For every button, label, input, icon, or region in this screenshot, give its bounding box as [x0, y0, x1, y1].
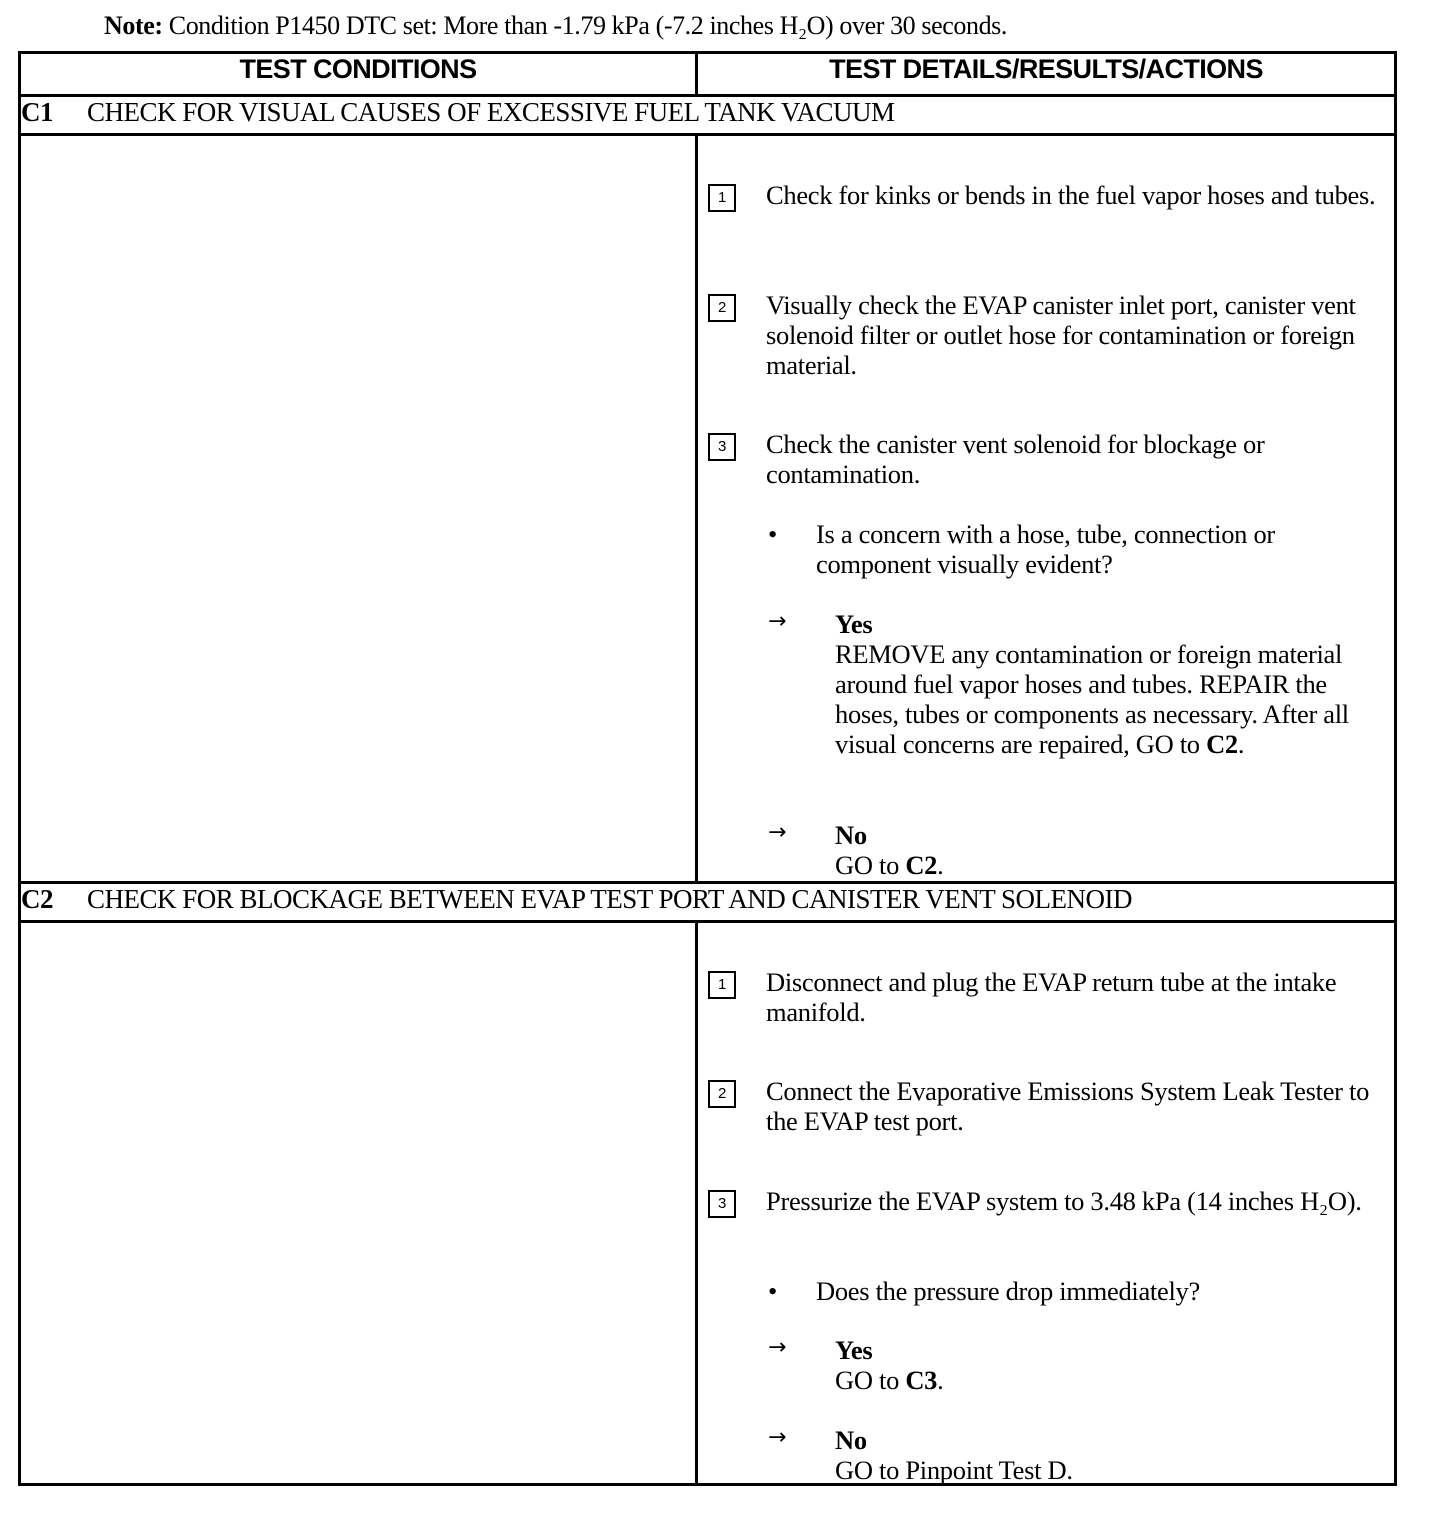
- goto-target: C2: [1206, 729, 1238, 759]
- step-number-box: 3: [708, 1190, 736, 1218]
- step-c1-title-row: [20, 96, 1396, 135]
- goto-target: C3: [905, 1365, 938, 1395]
- question-text: Does the pressure drop immediately?: [816, 1276, 1200, 1306]
- step-item-text: Pressurize the EVAP system to 3.48 kPa (14 inches H₂O).: [766, 1186, 1362, 1216]
- step-c2-title: CHECK FOR BLOCKAGE BETWEEN EVAP TEST PORT AND CANISTER VENT SOLENOID: [87, 884, 1132, 914]
- step-c1-id: C1: [21, 97, 53, 127]
- step-number-box: 2: [708, 294, 736, 322]
- step-c2-id: C2: [21, 884, 53, 914]
- step-c1-title: CHECK FOR VISUAL CAUSES OF EXCESSIVE FUEL TANK VACUUM: [87, 97, 895, 127]
- step-c2-conditions: [20, 922, 697, 1485]
- note-line: [104, 10, 1007, 42]
- step-item-text: Disconnect and plug the EVAP return tube at the intake manifold.: [766, 967, 1337, 1027]
- step-item-text: Connect the Evaporative Emissions System Leak Tester to the EVAP test port.: [766, 1076, 1370, 1136]
- answer-label: No: [835, 1425, 867, 1455]
- answer-label: No: [835, 820, 867, 850]
- answer-action: REMOVE any contamination or foreign material around fuel vapor hoses and tubes. REPAIR the hoses, tubes or components as necessary. After all visual concerns are repaired, GO to C2.: [835, 639, 1349, 759]
- answer-action: GO to C3.: [835, 1365, 944, 1395]
- right-arrow-icon: →: [768, 820, 787, 845]
- bullet-dot: •: [768, 519, 777, 549]
- step-c2-details: [697, 922, 1396, 1485]
- step-item-text: Check for kinks or bends in the fuel vapor hoses and tubes.: [766, 180, 1376, 210]
- goto-target: C2: [905, 850, 938, 880]
- step-item-text: Visually check the EVAP canister inlet port, canister vent solenoid filter or outlet hose for contamination or foreign material.: [766, 290, 1356, 380]
- note-text: Condition P1450 DTC set: More than -1.79 kPa (-7.2 inches H₂O) over 30 seconds.: [168, 11, 1007, 40]
- answer-action: GO to C2.: [835, 850, 944, 880]
- step-c2-title-row: [20, 883, 1396, 922]
- step-number-box: 3: [708, 433, 736, 461]
- header-test-details: TEST DETAILS/RESULTS/ACTIONS: [697, 53, 1396, 96]
- right-arrow-icon: →: [768, 609, 787, 634]
- answer-label: Yes: [835, 609, 873, 639]
- question-text: Is a concern with a hose, tube, connection or component visually evident?: [816, 519, 1275, 579]
- step-number-box: 1: [708, 971, 736, 999]
- bullet-dot: •: [768, 1276, 777, 1306]
- answer-action: GO to Pinpoint Test D.: [835, 1455, 1073, 1485]
- answer-label: Yes: [835, 1335, 873, 1365]
- step-c1-details: [697, 135, 1396, 883]
- right-arrow-icon: →: [768, 1335, 787, 1360]
- step-c1-conditions: [20, 135, 697, 883]
- step-number-box: 1: [708, 184, 736, 212]
- right-arrow-icon: →: [768, 1425, 787, 1450]
- header-test-conditions: TEST CONDITIONS: [20, 53, 697, 96]
- step-item-text: Check the canister vent solenoid for blockage or contamination.: [766, 429, 1265, 489]
- note-label: Note:: [104, 11, 163, 40]
- step-number-box: 2: [708, 1080, 736, 1108]
- pinpoint-test-table: [18, 51, 1397, 1486]
